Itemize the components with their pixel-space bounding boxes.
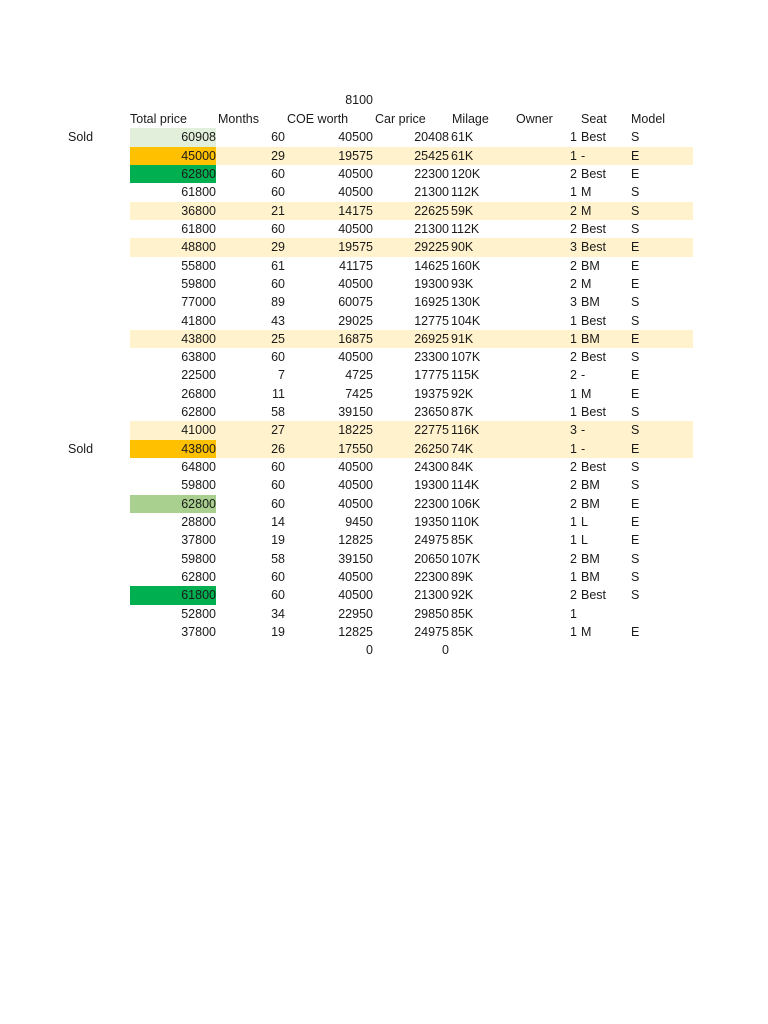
status-cell[interactable] — [68, 366, 118, 384]
coe-worth-cell[interactable]: 39150 — [338, 551, 373, 566]
months-cell[interactable]: 11 — [272, 386, 285, 401]
seat-cell[interactable]: M — [581, 386, 592, 401]
coe-worth-cell[interactable]: 40500 — [338, 276, 373, 291]
status-cell[interactable] — [68, 348, 118, 366]
total-price-cell[interactable]: 60908 — [130, 128, 216, 146]
months-cell[interactable]: 14 — [271, 515, 285, 530]
model-cell[interactable]: S — [631, 350, 640, 365]
coe-worth-cell[interactable]: 39150 — [338, 405, 373, 420]
total-price-cell[interactable]: 62800 — [130, 495, 216, 513]
header-coe-worth[interactable]: COE worth — [287, 112, 349, 126]
owner-cell[interactable]: 1 — [570, 386, 577, 401]
seat-cell[interactable]: BM — [581, 331, 600, 346]
milage-cell[interactable]: 110K — [451, 515, 480, 530]
seat-cell[interactable]: - — [581, 148, 586, 163]
status-cell[interactable] — [68, 183, 118, 201]
seat-cell[interactable]: L — [581, 533, 588, 548]
coe-worth-cell[interactable]: 19575 — [338, 148, 373, 163]
milage-cell[interactable]: 120K — [451, 166, 481, 181]
milage-cell[interactable]: 115K — [451, 368, 480, 383]
coe-worth-cell[interactable]: 60075 — [338, 295, 373, 310]
seat-cell[interactable]: M — [581, 203, 592, 218]
milage-cell[interactable]: 85K — [451, 624, 474, 639]
status-cell[interactable] — [68, 293, 118, 311]
months-cell[interactable]: 60 — [271, 478, 285, 493]
months-cell[interactable]: 43 — [271, 313, 285, 328]
model-cell[interactable]: S — [631, 478, 640, 493]
total-price-cell[interactable]: 43800 — [181, 331, 216, 346]
coe-worth-cell[interactable]: 41175 — [339, 258, 373, 273]
car-price-cell[interactable]: 16925 — [414, 295, 449, 310]
status-cell[interactable]: Sold — [68, 130, 94, 145]
months-cell[interactable]: 29 — [271, 240, 285, 255]
status-cell[interactable] — [68, 330, 118, 348]
milage-cell[interactable]: 85K — [451, 533, 474, 548]
months-cell[interactable]: 60 — [271, 166, 285, 181]
header-owner[interactable]: Owner — [516, 112, 553, 126]
seat-cell[interactable]: Best — [581, 588, 607, 603]
owner-cell[interactable]: 1 — [570, 405, 577, 420]
car-price-cell[interactable]: 19300 — [414, 276, 449, 291]
milage-cell[interactable]: 90K — [451, 240, 474, 255]
coe-worth-cell[interactable]: 40500 — [338, 460, 373, 475]
total-price-cell[interactable]: 64800 — [181, 460, 216, 475]
months-cell[interactable]: 60 — [271, 496, 285, 511]
owner-cell[interactable]: 3 — [570, 240, 577, 255]
header-car-price[interactable]: Car price — [375, 112, 426, 126]
milage-cell[interactable]: 106K — [451, 496, 481, 511]
status-cell[interactable] — [68, 403, 118, 421]
milage-cell[interactable]: 116K — [451, 423, 480, 438]
total-price-cell[interactable]: 37800 — [181, 624, 216, 639]
milage-cell[interactable]: 87K — [451, 405, 474, 420]
model-cell[interactable]: S — [631, 185, 640, 200]
car-price-cell[interactable]: 29225 — [414, 240, 449, 255]
milage-cell[interactable]: 74K — [451, 441, 474, 456]
model-cell[interactable]: S — [631, 313, 640, 328]
owner-cell[interactable]: 1 — [570, 313, 577, 328]
coe-worth-cell[interactable]: 40500 — [338, 588, 373, 603]
coe-worth-cell[interactable]: 40500 — [338, 569, 373, 584]
status-cell[interactable] — [68, 421, 118, 439]
car-price-cell[interactable]: 22300 — [414, 166, 449, 181]
owner-cell[interactable]: 1 — [570, 624, 577, 639]
top-value-cell[interactable]: 8100 — [345, 93, 373, 107]
seat-cell[interactable]: BM — [581, 258, 600, 273]
months-cell[interactable]: 60 — [271, 276, 285, 291]
total-price-cell[interactable]: 62800 — [130, 165, 216, 183]
coe-worth-cell[interactable]: 7425 — [345, 386, 373, 401]
car-price-cell[interactable]: 25425 — [414, 148, 449, 163]
total-price-cell[interactable]: 59800 — [181, 276, 216, 291]
months-cell[interactable]: 61 — [271, 258, 285, 273]
status-cell[interactable] — [68, 202, 118, 220]
car-price-cell[interactable]: 22300 — [414, 569, 449, 584]
seat-cell[interactable]: Best — [581, 460, 607, 475]
model-cell[interactable]: S — [631, 203, 640, 218]
months-cell[interactable]: 26 — [271, 441, 285, 456]
months-cell[interactable]: 7 — [278, 368, 285, 383]
status-cell[interactable] — [68, 531, 118, 549]
months-cell[interactable]: 60 — [271, 185, 285, 200]
status-cell[interactable] — [68, 220, 118, 238]
model-cell[interactable]: E — [631, 496, 640, 511]
seat-cell[interactable]: Best — [581, 313, 607, 328]
car-price-cell[interactable]: 24300 — [414, 460, 449, 475]
milage-cell[interactable]: 85K — [451, 606, 474, 621]
seat-cell[interactable]: BM — [581, 569, 600, 584]
months-cell[interactable]: 58 — [271, 551, 285, 566]
owner-cell[interactable]: 1 — [570, 606, 577, 621]
model-cell[interactable]: E — [631, 386, 640, 401]
total-price-cell[interactable]: 22500 — [181, 368, 216, 383]
header-total-price[interactable]: Total price — [130, 112, 187, 126]
owner-cell[interactable]: 2 — [570, 460, 577, 475]
coe-worth-cell[interactable]: 9450 — [345, 515, 373, 530]
coe-worth-cell[interactable]: 40500 — [338, 496, 373, 511]
car-price-cell[interactable]: 22300 — [414, 496, 449, 511]
milage-cell[interactable]: 112K — [451, 185, 480, 200]
coe-worth-cell[interactable]: 22950 — [338, 606, 373, 621]
milage-cell[interactable]: 61K — [451, 148, 474, 163]
status-cell[interactable]: Sold — [68, 441, 94, 456]
owner-cell[interactable]: 2 — [570, 221, 577, 236]
model-cell[interactable]: E — [631, 624, 640, 639]
seat-cell[interactable]: BM — [581, 478, 600, 493]
owner-cell[interactable]: 3 — [570, 295, 577, 310]
status-cell[interactable] — [68, 476, 118, 494]
seat-cell[interactable]: BM — [581, 496, 600, 511]
total-price-cell[interactable]: 62800 — [181, 405, 216, 420]
total-price-cell[interactable]: 63800 — [181, 350, 216, 365]
status-cell[interactable] — [68, 458, 118, 476]
milage-cell[interactable]: 92K — [451, 588, 474, 603]
model-cell[interactable]: S — [631, 551, 640, 566]
model-cell[interactable]: S — [631, 130, 640, 145]
car-price-cell[interactable]: 21300 — [414, 185, 449, 200]
car-price-cell[interactable]: 20408 — [414, 130, 449, 145]
coe-worth-cell[interactable]: 40500 — [338, 221, 373, 236]
coe-worth-cell[interactable]: 14175 — [338, 203, 373, 218]
milage-cell[interactable]: 107K — [451, 350, 481, 365]
coe-worth-cell[interactable]: 40500 — [338, 185, 373, 200]
coe-worth-cell[interactable]: 18225 — [338, 423, 373, 438]
total-price-cell[interactable]: 36800 — [181, 203, 216, 218]
car-price-cell[interactable]: 22625 — [414, 203, 449, 218]
model-cell[interactable]: S — [631, 569, 640, 584]
owner-cell[interactable]: 1 — [570, 148, 577, 163]
car-price-cell[interactable]: 20650 — [414, 551, 449, 566]
milage-cell[interactable]: 107K — [451, 551, 481, 566]
total-price-cell[interactable]: 45000 — [130, 147, 216, 165]
car-price-cell[interactable]: 24975 — [414, 533, 449, 548]
model-cell[interactable]: S — [631, 588, 640, 603]
model-cell[interactable]: E — [631, 276, 640, 291]
months-cell[interactable]: 60 — [271, 350, 285, 365]
model-cell[interactable]: E — [631, 166, 640, 181]
status-cell[interactable] — [68, 147, 118, 165]
status-cell[interactable] — [68, 238, 118, 256]
status-cell[interactable] — [68, 275, 118, 293]
seat-cell[interactable]: M — [581, 185, 592, 200]
seat-cell[interactable]: Best — [581, 240, 607, 255]
seat-cell[interactable]: M — [581, 624, 592, 639]
status-cell[interactable] — [68, 385, 118, 403]
seat-cell[interactable]: Best — [581, 350, 607, 365]
coe-worth-cell[interactable]: 12825 — [338, 624, 373, 639]
seat-cell[interactable]: M — [581, 276, 592, 291]
milage-cell[interactable]: 104K — [451, 313, 481, 328]
months-cell[interactable]: 60 — [271, 588, 285, 603]
months-cell[interactable]: 58 — [271, 405, 285, 420]
model-cell[interactable]: E — [631, 240, 640, 255]
milage-cell[interactable]: 130K — [451, 295, 481, 310]
model-cell[interactable]: S — [631, 460, 640, 475]
total-price-cell[interactable]: 43800 — [130, 440, 216, 458]
car-price-cell[interactable]: 19300 — [414, 478, 449, 493]
coe-worth-cell[interactable]: 19575 — [338, 240, 373, 255]
seat-cell[interactable]: BM — [581, 295, 600, 310]
car-price-cell[interactable]: 21300 — [414, 221, 449, 236]
seat-cell[interactable]: - — [581, 368, 586, 383]
car-price-cell[interactable]: 14625 — [414, 258, 449, 273]
milage-cell[interactable]: 61K — [451, 130, 474, 145]
status-cell[interactable] — [68, 513, 118, 531]
status-cell[interactable] — [68, 568, 118, 586]
model-cell[interactable]: S — [631, 221, 640, 236]
car-price-cell[interactable]: 19375 — [414, 386, 449, 401]
owner-cell[interactable]: 1 — [570, 185, 577, 200]
owner-cell[interactable]: 1 — [570, 331, 577, 346]
months-cell[interactable]: 60 — [271, 130, 285, 145]
owner-cell[interactable]: 1 — [570, 515, 577, 530]
header-months[interactable]: Months — [218, 112, 259, 126]
status-cell[interactable] — [68, 257, 118, 275]
car-price-cell[interactable]: 21300 — [414, 588, 449, 603]
model-cell[interactable]: E — [631, 331, 640, 346]
total-price-cell[interactable]: 59800 — [181, 478, 216, 493]
milage-cell[interactable]: 91K — [451, 331, 474, 346]
owner-cell[interactable]: 2 — [570, 551, 577, 566]
header-seat[interactable]: Seat — [581, 112, 607, 126]
months-cell[interactable]: 21 — [271, 203, 285, 218]
seat-cell[interactable]: - — [581, 441, 586, 456]
car-price-cell[interactable]: 24975 — [414, 624, 449, 639]
status-cell[interactable] — [68, 605, 118, 623]
car-price-cell[interactable]: 29850 — [414, 606, 449, 621]
months-cell[interactable]: 27 — [271, 423, 285, 438]
header-model[interactable]: Model — [631, 112, 666, 126]
owner-cell[interactable]: 2 — [570, 276, 577, 291]
total-price-cell[interactable]: 59800 — [181, 551, 216, 566]
model-cell[interactable]: E — [631, 148, 640, 163]
car-price-cell[interactable]: 26925 — [414, 331, 449, 346]
owner-cell[interactable]: 2 — [570, 588, 577, 603]
months-cell[interactable]: 19 — [271, 533, 285, 548]
car-price-cell[interactable]: 23650 — [414, 405, 449, 420]
milage-cell[interactable]: 112K — [451, 221, 480, 236]
milage-cell[interactable]: 59K — [451, 203, 474, 218]
total-price-cell[interactable]: 55800 — [181, 258, 216, 273]
seat-cell[interactable]: Best — [581, 166, 607, 181]
car-price-cell[interactable]: 22775 — [414, 423, 449, 438]
car-price-cell[interactable]: 23300 — [414, 350, 449, 365]
status-cell[interactable] — [68, 165, 118, 183]
coe-worth-cell[interactable]: 17550 — [338, 441, 373, 456]
seat-cell[interactable]: Best — [581, 221, 607, 236]
months-cell[interactable]: 19 — [271, 624, 285, 639]
months-cell[interactable]: 25 — [271, 331, 285, 346]
seat-cell[interactable]: BM — [581, 551, 600, 566]
coe-worth-cell[interactable]: 12825 — [338, 533, 373, 548]
footer-coe-cell[interactable]: 0 — [366, 643, 373, 658]
coe-worth-cell[interactable]: 29025 — [338, 313, 373, 328]
status-cell[interactable] — [68, 550, 118, 568]
model-cell[interactable]: E — [631, 368, 640, 383]
milage-cell[interactable]: 84K — [451, 460, 474, 475]
owner-cell[interactable]: 2 — [570, 350, 577, 365]
owner-cell[interactable]: 1 — [570, 569, 577, 584]
footer-car-cell[interactable]: 0 — [442, 643, 449, 658]
status-cell[interactable] — [68, 586, 118, 604]
coe-worth-cell[interactable]: 16875 — [338, 331, 373, 346]
car-price-cell[interactable]: 26250 — [414, 441, 449, 456]
total-price-cell[interactable]: 61800 — [181, 185, 216, 200]
months-cell[interactable]: 34 — [271, 606, 285, 621]
total-price-cell[interactable]: 61800 — [181, 221, 216, 236]
months-cell[interactable]: 60 — [271, 221, 285, 236]
total-price-cell[interactable]: 41800 — [181, 313, 216, 328]
coe-worth-cell[interactable]: 4725 — [345, 368, 373, 383]
owner-cell[interactable]: 1 — [570, 441, 577, 456]
seat-cell[interactable] — [581, 605, 626, 623]
months-cell[interactable]: 89 — [271, 295, 285, 310]
car-price-cell[interactable]: 12775 — [414, 313, 449, 328]
model-cell[interactable]: S — [631, 423, 640, 438]
model-cell[interactable]: E — [631, 441, 640, 456]
owner-cell[interactable]: 2 — [570, 368, 577, 383]
owner-cell[interactable]: 2 — [570, 496, 577, 511]
owner-cell[interactable]: 2 — [570, 478, 577, 493]
total-price-cell[interactable]: 77000 — [181, 295, 216, 310]
owner-cell[interactable]: 3 — [570, 423, 577, 438]
total-price-cell[interactable]: 62800 — [181, 569, 216, 584]
model-cell[interactable]: E — [631, 515, 640, 530]
model-cell[interactable]: S — [631, 295, 640, 310]
status-cell[interactable] — [68, 623, 118, 641]
milage-cell[interactable]: 114K — [451, 478, 480, 493]
milage-cell[interactable]: 93K — [451, 276, 474, 291]
milage-cell[interactable]: 89K — [451, 569, 474, 584]
car-price-cell[interactable]: 17775 — [414, 368, 449, 383]
owner-cell[interactable]: 1 — [570, 130, 577, 145]
seat-cell[interactable]: L — [581, 515, 588, 530]
owner-cell[interactable]: 2 — [570, 203, 577, 218]
owner-cell[interactable]: 2 — [570, 258, 577, 273]
total-price-cell[interactable]: 41000 — [181, 423, 216, 438]
total-price-cell[interactable]: 52800 — [181, 606, 216, 621]
milage-cell[interactable]: 92K — [451, 386, 474, 401]
coe-worth-cell[interactable]: 40500 — [338, 350, 373, 365]
coe-worth-cell[interactable]: 40500 — [338, 166, 373, 181]
seat-cell[interactable]: Best — [581, 405, 607, 420]
owner-cell[interactable]: 1 — [570, 533, 577, 548]
total-price-cell[interactable]: 26800 — [181, 386, 216, 401]
status-cell[interactable] — [68, 312, 118, 330]
seat-cell[interactable]: - — [581, 423, 586, 438]
coe-worth-cell[interactable]: 40500 — [338, 478, 373, 493]
car-price-cell[interactable]: 19350 — [414, 515, 449, 530]
seat-cell[interactable]: Best — [581, 130, 607, 145]
total-price-cell[interactable]: 28800 — [181, 515, 216, 530]
milage-cell[interactable]: 160K — [451, 258, 481, 273]
months-cell[interactable]: 60 — [271, 460, 285, 475]
total-price-cell[interactable]: 48800 — [181, 240, 216, 255]
total-price-cell[interactable]: 37800 — [181, 533, 216, 548]
months-cell[interactable]: 60 — [271, 569, 285, 584]
model-cell[interactable] — [631, 605, 681, 623]
status-cell[interactable] — [68, 495, 118, 513]
model-cell[interactable]: E — [631, 533, 640, 548]
total-price-cell[interactable]: 61800 — [130, 586, 216, 604]
owner-cell[interactable]: 2 — [570, 166, 577, 181]
model-cell[interactable]: E — [631, 258, 640, 273]
months-cell[interactable]: 29 — [271, 148, 285, 163]
coe-worth-cell[interactable]: 40500 — [338, 130, 373, 145]
header-milage[interactable]: Milage — [452, 112, 489, 126]
model-cell[interactable]: S — [631, 405, 640, 420]
